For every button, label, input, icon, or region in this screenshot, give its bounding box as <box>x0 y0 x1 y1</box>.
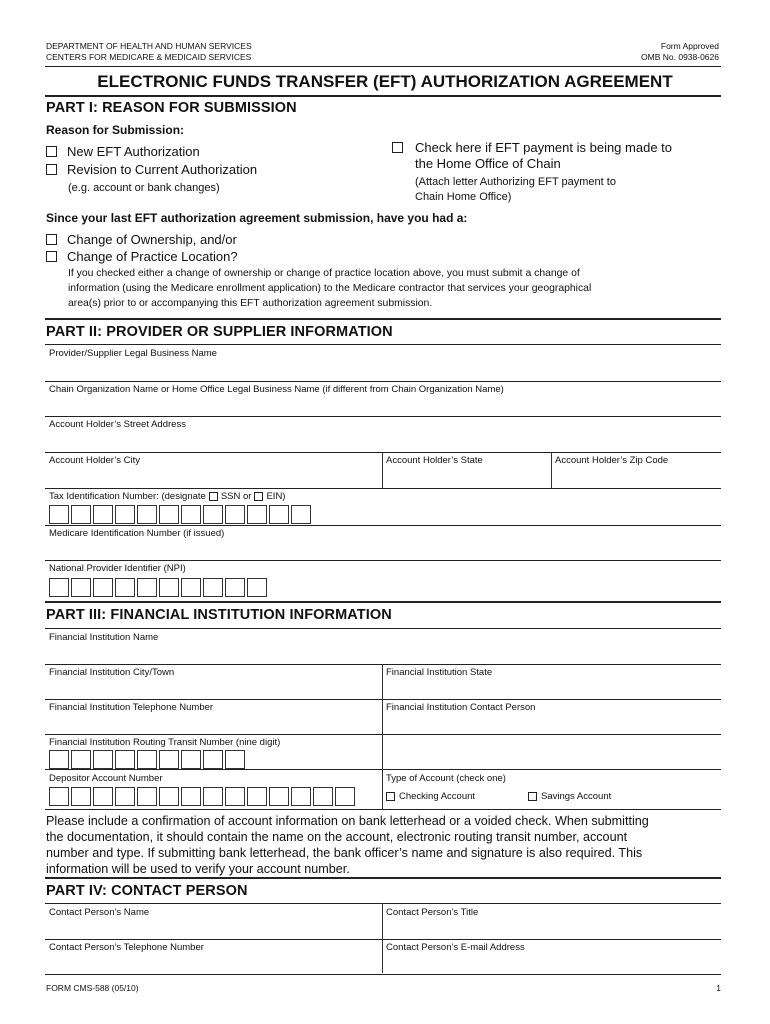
contact-title-input[interactable] <box>386 921 717 937</box>
routing-digit-box[interactable] <box>115 750 135 769</box>
dept-line-1: DEPARTMENT OF HEALTH AND HUMAN SERVICES <box>46 41 252 51</box>
savings-label: Savings Account <box>541 791 612 802</box>
tin-digit-box[interactable] <box>159 505 179 524</box>
depositor-label: Depositor Account Number <box>49 773 163 784</box>
tin-digits[interactable] <box>49 505 311 524</box>
state-label: Account Holder’s State <box>386 455 483 466</box>
divider-city-state <box>382 452 383 488</box>
legal-name-input[interactable] <box>49 362 717 380</box>
since-question: Since your last EFT authorization agreement submission, have you had a: <box>46 211 468 225</box>
fi-contact-input[interactable] <box>386 716 717 732</box>
part2-title-rule <box>45 344 721 345</box>
part1-note-line3: area(s) prior to or accompanying this EFT authorization agreement submission. <box>68 298 433 309</box>
npi-label: National Provider Identifier (NPI) <box>49 563 186 574</box>
tin-digit-box[interactable] <box>203 505 223 524</box>
rule-fi-city <box>45 699 721 700</box>
depositor-digit-box[interactable] <box>159 787 179 806</box>
depositor-digit-box[interactable] <box>71 787 91 806</box>
new-eft-option[interactable] <box>46 144 200 159</box>
change-location-checkbox[interactable] <box>46 251 57 262</box>
npi-digit-box[interactable] <box>225 578 245 597</box>
rule-chain-name <box>45 416 721 417</box>
fi-contact-label: Financial Institution Contact Person <box>386 702 536 713</box>
fi-city-input[interactable] <box>49 681 377 697</box>
depositor-digit-box[interactable] <box>137 787 157 806</box>
home-office-line1: Check here if EFT payment is being made to <box>415 140 672 155</box>
npi-digits[interactable] <box>49 578 267 597</box>
change-ownership-label: Change of Ownership, and/or <box>67 232 237 247</box>
npi-digit-box[interactable] <box>247 578 267 597</box>
revision-label: Revision to Current Authorization <box>67 162 258 177</box>
depositor-digit-box[interactable] <box>313 787 333 806</box>
npi-digit-box[interactable] <box>137 578 157 597</box>
street-label: Account Holder’s Street Address <box>49 419 186 430</box>
state-input[interactable] <box>386 469 546 485</box>
rule-fi-name <box>45 664 721 665</box>
routing-digit-box[interactable] <box>93 750 113 769</box>
city-label: Account Holder’s City <box>49 455 140 466</box>
ssn-checkbox[interactable] <box>209 492 218 501</box>
home-office-note1: (Attach letter Authorizing EFT payment to <box>415 176 616 188</box>
street-input[interactable] <box>49 433 717 449</box>
rule-medicare-id <box>45 560 721 561</box>
routing-digit-box[interactable] <box>71 750 91 769</box>
chain-name-label: Chain Organization Name or Home Office Legal Business Name (if different from Chain Organization Name) <box>49 384 504 395</box>
title-rule <box>45 95 721 97</box>
routing-digit-box[interactable] <box>49 750 69 769</box>
reason-label: Reason for Submission: <box>46 123 185 137</box>
new-eft-checkbox[interactable] <box>46 146 57 157</box>
part4-title: PART IV: CONTACT PERSON <box>46 883 248 899</box>
depositor-digits[interactable] <box>49 787 355 806</box>
tin-label: Tax Identification Number: (designate <box>49 491 206 502</box>
fi-state-label: Financial Institution State <box>386 667 493 678</box>
home-office-note2: Chain Home Office) <box>415 191 512 203</box>
divider-depositor <box>382 769 383 809</box>
routing-digit-box[interactable] <box>159 750 179 769</box>
divider-contact <box>382 903 383 973</box>
form-id: FORM CMS-588 (05/10) <box>46 983 139 993</box>
depositor-digit-box[interactable] <box>181 787 201 806</box>
city-input[interactable] <box>49 469 377 485</box>
depositor-digit-box[interactable] <box>115 787 135 806</box>
tin-digit-box[interactable] <box>49 505 69 524</box>
part3-title: PART III: FINANCIAL INSTITUTION INFORMATION <box>46 607 392 623</box>
npi-digit-box[interactable] <box>159 578 179 597</box>
routing-digit-box[interactable] <box>137 750 157 769</box>
tin-digit-box[interactable] <box>71 505 91 524</box>
revision-option[interactable] <box>46 162 257 177</box>
ein-checkbox[interactable] <box>254 492 263 501</box>
checking-option[interactable] <box>386 791 475 802</box>
depositor-digit-box[interactable] <box>269 787 289 806</box>
home-office-checkbox[interactable] <box>392 142 403 153</box>
rule-legal-name <box>45 381 721 382</box>
npi-digit-box[interactable] <box>71 578 91 597</box>
depositor-digit-box[interactable] <box>225 787 245 806</box>
divider-fi-columns <box>382 664 383 769</box>
dept-line-2: CENTERS FOR MEDICARE & MEDICAID SERVICES <box>46 52 252 62</box>
tin-digit-box[interactable] <box>291 505 311 524</box>
npi-digit-box[interactable] <box>181 578 201 597</box>
depositor-digit-box[interactable] <box>247 787 267 806</box>
revision-note: (e.g. account or bank changes) <box>68 182 220 194</box>
rule-city-row <box>45 488 721 489</box>
rule-contact-phone <box>45 974 721 975</box>
change-ownership-option[interactable] <box>46 232 237 247</box>
confirm-line2: the documentation, it should contain the name on the account, electronic routing transit number, account <box>46 830 628 844</box>
fi-state-input[interactable] <box>386 681 717 697</box>
fi-name-input[interactable] <box>49 646 717 662</box>
npi-digit-box[interactable] <box>203 578 223 597</box>
tin-digit-box[interactable] <box>181 505 201 524</box>
zip-input[interactable] <box>555 469 717 485</box>
medicare-id-input[interactable] <box>49 542 717 558</box>
contact-name-label: Contact Person’s Name <box>49 907 150 918</box>
fi-phone-label: Financial Institution Telephone Number <box>49 702 214 713</box>
savings-option[interactable] <box>528 791 611 802</box>
rule-depositor <box>45 809 721 810</box>
routing-label: Financial Institution Routing Transit Number (nine digit) <box>49 737 281 748</box>
ssn-label: SSN or <box>220 491 252 502</box>
change-ownership-checkbox[interactable] <box>46 234 57 245</box>
routing-digits[interactable] <box>49 750 245 769</box>
contact-email-input[interactable] <box>386 956 717 972</box>
change-location-option[interactable] <box>46 249 238 264</box>
npi-digit-box[interactable] <box>115 578 135 597</box>
tin-digit-box[interactable] <box>269 505 289 524</box>
medicare-id-label: Medicare Identification Number (if issued) <box>49 528 225 539</box>
rule-tin <box>45 525 721 526</box>
rule-street <box>45 452 721 453</box>
contact-phone-input[interactable] <box>49 956 377 972</box>
form-approved: Form Approved <box>660 41 719 51</box>
part4-rule <box>45 877 721 879</box>
depositor-digit-box[interactable] <box>49 787 69 806</box>
depositor-digit-box[interactable] <box>335 787 355 806</box>
legal-name-label: Provider/Supplier Legal Business Name <box>49 348 217 359</box>
tin-digit-box[interactable] <box>247 505 267 524</box>
home-office-line2: the Home Office of Chain <box>415 156 561 171</box>
contact-email-label: Contact Person’s E-mail Address <box>386 942 525 953</box>
tin-digit-box[interactable] <box>115 505 135 524</box>
rule-contact-name <box>45 939 721 940</box>
checking-checkbox[interactable] <box>386 792 395 801</box>
contact-title-label: Contact Person’s Title <box>386 907 479 918</box>
part1-note-line1: If you checked either a change of ownership or change of practice location above, you must submit a change of <box>68 268 580 279</box>
home-office-option[interactable] <box>392 140 672 155</box>
part3-rule <box>45 601 721 603</box>
part3-title-rule <box>45 628 721 629</box>
ein-label: EIN) <box>266 491 286 502</box>
contact-name-input[interactable] <box>49 921 377 937</box>
change-location-label: Change of Practice Location? <box>67 249 238 264</box>
rule-routing <box>45 769 382 770</box>
fi-name-label: Financial Institution Name <box>49 632 159 643</box>
part2-title: PART II: PROVIDER OR SUPPLIER INFORMATION <box>46 324 393 340</box>
tin-digit-box[interactable] <box>137 505 157 524</box>
new-eft-label: New EFT Authorization <box>67 144 200 159</box>
routing-digit-box[interactable] <box>225 750 245 769</box>
routing-digit-box[interactable] <box>203 750 223 769</box>
rule-fi-phone <box>45 734 721 735</box>
depositor-digit-box[interactable] <box>203 787 223 806</box>
savings-checkbox[interactable] <box>528 792 537 801</box>
confirm-line1: Please include a confirmation of account information on bank letterhead or a voided check. When submitting <box>46 814 649 828</box>
depositor-digit-box[interactable] <box>291 787 311 806</box>
confirm-line4: information will be used to verify your account number. <box>46 862 350 876</box>
tin-label-row <box>49 491 285 502</box>
page-number: 1 <box>716 983 721 993</box>
part4-title-rule <box>45 903 721 904</box>
revision-checkbox[interactable] <box>46 164 57 175</box>
divider-state-zip <box>551 452 552 488</box>
part2-rule <box>45 318 721 320</box>
npi-digit-box[interactable] <box>93 578 113 597</box>
routing-digit-box[interactable] <box>181 750 201 769</box>
confirm-line3: number and type. If submitting bank letterhead, the bank officer’s name and signature is also required. This <box>46 846 643 860</box>
rule-routing-right <box>382 769 721 770</box>
fi-city-label: Financial Institution City/Town <box>49 667 175 678</box>
account-type-label: Type of Account (check one) <box>386 773 506 784</box>
chain-name-input[interactable] <box>49 398 717 414</box>
npi-digit-box[interactable] <box>49 578 69 597</box>
zip-label: Account Holder’s Zip Code <box>555 455 669 466</box>
fi-phone-input[interactable] <box>49 716 377 732</box>
depositor-digit-box[interactable] <box>93 787 113 806</box>
contact-phone-label: Contact Person’s Telephone Number <box>49 942 204 953</box>
header-rule <box>45 66 721 67</box>
omb-number: OMB No. 0938-0626 <box>641 52 719 62</box>
checking-label: Checking Account <box>399 791 476 802</box>
tin-digit-box[interactable] <box>93 505 113 524</box>
form-title: ELECTRONIC FUNDS TRANSFER (EFT) AUTHORIZATION AGREEMENT <box>97 72 673 91</box>
part1-title: PART I: REASON FOR SUBMISSION <box>46 100 297 116</box>
part1-note-line2: information (using the Medicare enrollment application) to the Medicare contractor that services your geographical <box>68 283 592 294</box>
tin-digit-box[interactable] <box>225 505 245 524</box>
